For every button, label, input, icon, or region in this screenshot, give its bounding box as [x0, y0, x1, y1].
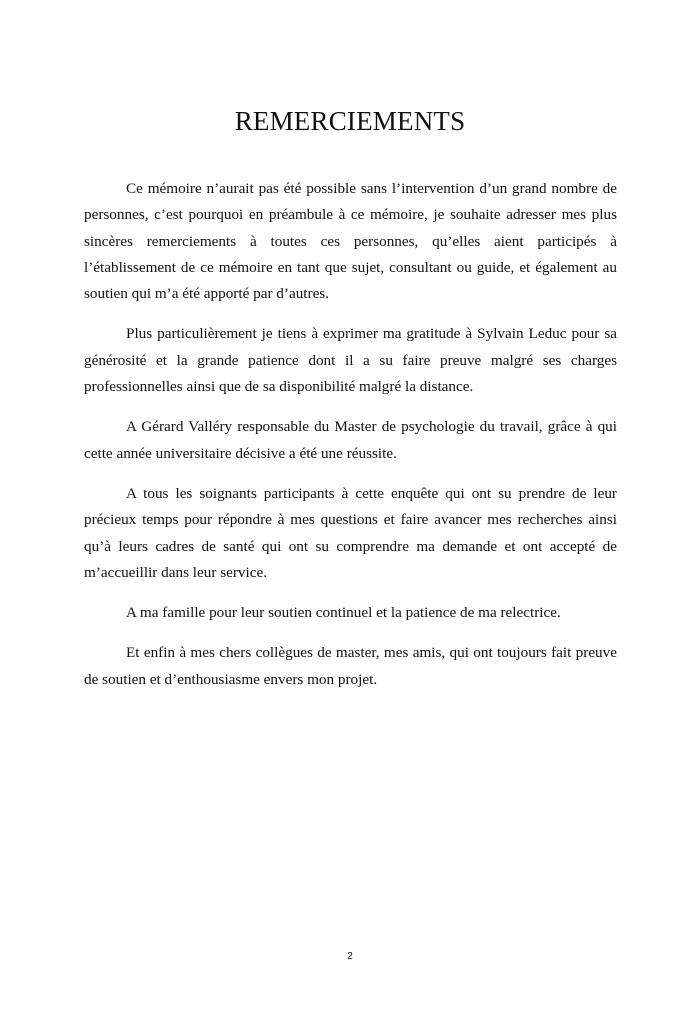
page-number: 2	[347, 951, 353, 962]
paragraph-caregivers: A tous les soignants participants à cette enquête qui ont su prendre de leur précieux temps pour répondre à mes questions et faire avancer mes recherches ainsi qu’à leurs cadres de santé qui ont su comprendre ma demande et ont accepté de m’accueillir dans leur service.	[84, 484, 617, 581]
paragraph-family: A ma famille pour leur soutien continuel et la patience de ma relectrice.	[126, 604, 561, 622]
paragraph-colleagues: Et enfin à mes chers collègues de master, mes amis, qui ont toujours fait preuve de soutien et d’enthousiasme envers mon projet.	[84, 644, 617, 688]
page-title: REMERCIEMENTS	[234, 106, 466, 136]
paragraph-intro: Ce mémoire n’aurait pas été possible sans l’intervention d’un grand nombre de personnes, c’est pourquoi en préambule à ce mémoire, je souhaite adresser mes plus sincères remerciements à toutes ces personnes, qu’elles aient participés à l’établissement de ce mémoire en tant que sujet, consultant ou guide, et également au soutien qui m’a été apporté par d’autres.	[84, 180, 617, 303]
paragraph-master-director: A Gérard Valléry responsable du Master de psychologie du travail, grâce à qui cette année universitaire décisive a été une réussite.	[84, 418, 617, 462]
paragraph-supervisor: Plus particulièrement je tiens à exprimer ma gratitude à Sylvain Leduc pour sa générosité et la grande patience dont il a su faire preuve malgré ses charges professionnelles ainsi que de sa disponibilité malgré la distance.	[84, 325, 617, 396]
acknowledgements-body	[84, 176, 617, 707]
